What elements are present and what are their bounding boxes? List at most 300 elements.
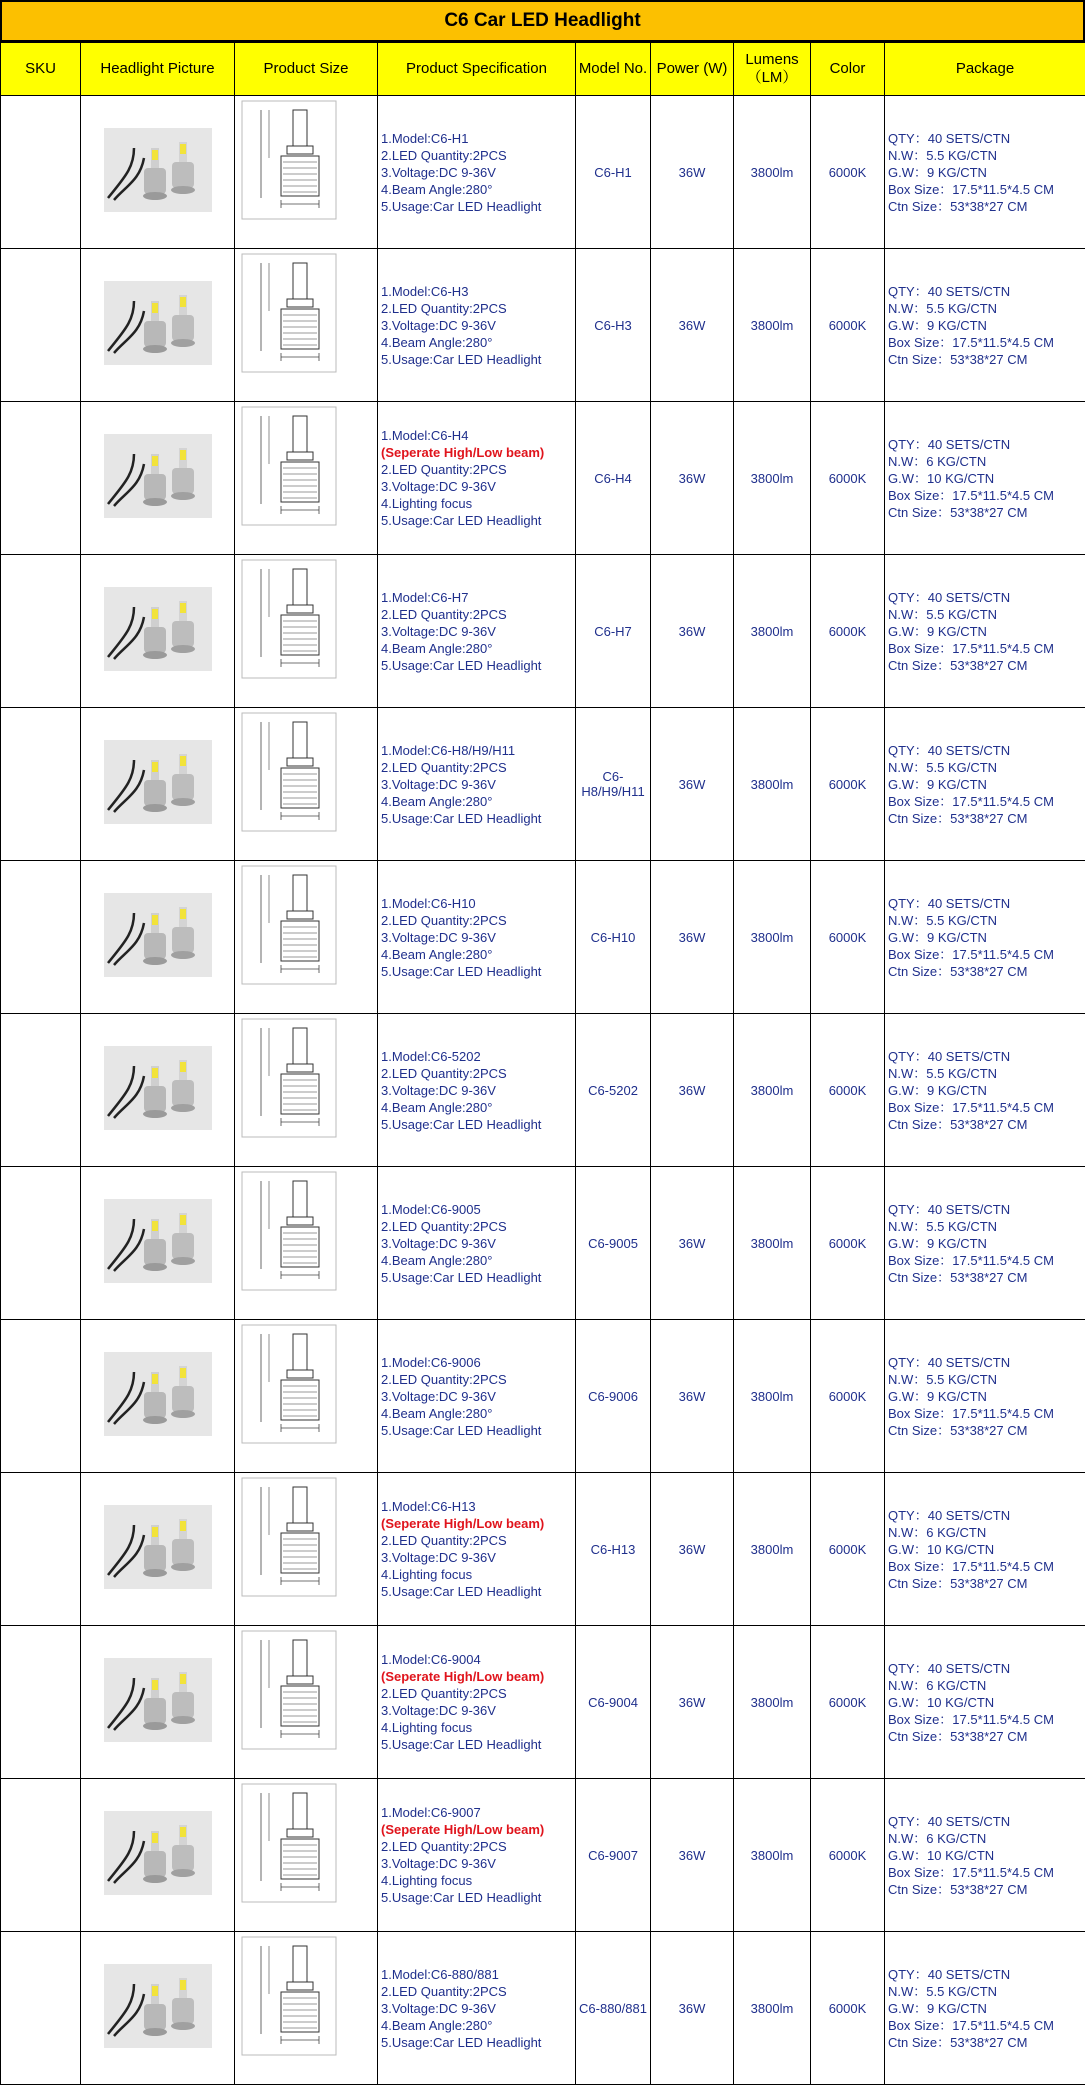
dimension-drawing-icon — [241, 406, 337, 526]
package-line: QTY：40 SETS/CTN — [888, 130, 1085, 147]
spec-line: 4.Beam Angle:280° — [381, 640, 575, 657]
sku-cell — [1, 1626, 81, 1779]
product-spec — [378, 708, 576, 861]
lumens: 3800lm — [734, 1932, 811, 2085]
spec-line: 3.Voltage:DC 9-36V — [381, 1702, 575, 1719]
package-line: Box Size：17.5*11.5*4.5 CM — [888, 1405, 1085, 1422]
package-line: Ctn Size：53*38*27 CM — [888, 1575, 1085, 1592]
power: 36W — [651, 861, 734, 1014]
package-info — [885, 1167, 1085, 1320]
package-line: QTY：40 SETS/CTN — [888, 436, 1085, 453]
headlight-photo-icon — [104, 740, 212, 824]
spec-line: 2.LED Quantity:2PCS — [381, 606, 575, 623]
package-line: Ctn Size：53*38*27 CM — [888, 963, 1085, 980]
package-line: G.W：9 KG/CTN — [888, 623, 1085, 640]
package-line: N.W：5.5 KG/CTN — [888, 759, 1085, 776]
headlight-photo-icon — [104, 1352, 212, 1436]
headlight-picture — [81, 96, 235, 249]
headlight-picture — [81, 402, 235, 555]
package-line: G.W：10 KG/CTN — [888, 470, 1085, 487]
headlight-photo-icon — [104, 1199, 212, 1283]
spec-line: 4.Beam Angle:280° — [381, 793, 575, 810]
spec-line: 2.LED Quantity:2PCS — [381, 461, 575, 478]
package-info — [885, 555, 1085, 708]
package-line: G.W：10 KG/CTN — [888, 1694, 1085, 1711]
spec-line: 3.Voltage:DC 9-36V — [381, 1235, 575, 1252]
product-spec — [378, 555, 576, 708]
color-temp: 6000K — [811, 1473, 885, 1626]
spec-line: 3.Voltage:DC 9-36V — [381, 478, 575, 495]
table-row — [1, 1932, 1085, 2085]
package-line: Ctn Size：53*38*27 CM — [888, 1881, 1085, 1898]
lumens: 3800lm — [734, 249, 811, 402]
lumens: 3800lm — [734, 96, 811, 249]
product-spec — [378, 1932, 576, 2085]
package-line: Box Size：17.5*11.5*4.5 CM — [888, 1252, 1085, 1269]
spec-line: 4.Beam Angle:280° — [381, 2017, 575, 2034]
package-line: N.W：6 KG/CTN — [888, 1677, 1085, 1694]
spec-line: 2.LED Quantity:2PCS — [381, 300, 575, 317]
spec-line: 1.Model:C6-880/881 — [381, 1966, 575, 1983]
spec-line: 5.Usage:Car LED Headlight — [381, 512, 575, 529]
spec-line: 3.Voltage:DC 9-36V — [381, 623, 575, 640]
product-size-drawing — [235, 861, 378, 1014]
spec-line: 1.Model:C6-H7 — [381, 589, 575, 606]
spec-line: 5.Usage:Car LED Headlight — [381, 198, 575, 215]
headlight-photo-icon — [104, 1811, 212, 1895]
headlight-picture — [81, 1626, 235, 1779]
package-line: Box Size：17.5*11.5*4.5 CM — [888, 487, 1085, 504]
package-line: Box Size：17.5*11.5*4.5 CM — [888, 793, 1085, 810]
lumens: 3800lm — [734, 1473, 811, 1626]
spec-line: 3.Voltage:DC 9-36V — [381, 1082, 575, 1099]
color-temp: 6000K — [811, 708, 885, 861]
spec-line: 4.Lighting focus — [381, 1872, 575, 1889]
spec-line: 4.Lighting focus — [381, 1719, 575, 1736]
headlight-photo-icon — [104, 1046, 212, 1130]
spec-line: 4.Beam Angle:280° — [381, 334, 575, 351]
package-line: Ctn Size：53*38*27 CM — [888, 1269, 1085, 1286]
table-row — [1, 1626, 1085, 1779]
package-line: Box Size：17.5*11.5*4.5 CM — [888, 1558, 1085, 1575]
color-temp: 6000K — [811, 555, 885, 708]
beam-warning: (Seperate High/Low beam) — [381, 444, 575, 461]
dimension-drawing-icon — [241, 1171, 337, 1291]
spec-line: 5.Usage:Car LED Headlight — [381, 1889, 575, 1906]
color-temp: 6000K — [811, 1014, 885, 1167]
model-no: C6-H1 — [576, 96, 651, 249]
package-line: Box Size：17.5*11.5*4.5 CM — [888, 334, 1085, 351]
dimension-drawing-icon — [241, 1324, 337, 1444]
package-line: G.W：10 KG/CTN — [888, 1541, 1085, 1558]
dimension-drawing-icon — [241, 1018, 337, 1138]
package-line: G.W：9 KG/CTN — [888, 1388, 1085, 1405]
spec-line: 5.Usage:Car LED Headlight — [381, 1116, 575, 1133]
spec-line: 5.Usage:Car LED Headlight — [381, 1422, 575, 1439]
spec-line: 4.Beam Angle:280° — [381, 1405, 575, 1422]
lumens: 3800lm — [734, 708, 811, 861]
sku-cell — [1, 555, 81, 708]
spec-line: 2.LED Quantity:2PCS — [381, 1838, 575, 1855]
package-line: G.W：9 KG/CTN — [888, 2000, 1085, 2017]
header-package: Package — [885, 43, 1085, 96]
sku-cell — [1, 402, 81, 555]
spec-line: 1.Model:C6-9007 — [381, 1804, 575, 1821]
lumens: 3800lm — [734, 555, 811, 708]
package-info — [885, 402, 1085, 555]
package-line: QTY：40 SETS/CTN — [888, 742, 1085, 759]
sku-cell — [1, 861, 81, 1014]
sheet-title: C6 Car LED Headlight — [0, 0, 1085, 42]
headlight-picture — [81, 708, 235, 861]
package-info — [885, 861, 1085, 1014]
package-line: Box Size：17.5*11.5*4.5 CM — [888, 640, 1085, 657]
product-size-drawing — [235, 555, 378, 708]
header-size: Product Size — [235, 43, 378, 96]
product-size-drawing — [235, 1473, 378, 1626]
package-line: G.W：9 KG/CTN — [888, 1235, 1085, 1252]
table-row — [1, 1014, 1085, 1167]
spec-line: 2.LED Quantity:2PCS — [381, 1065, 575, 1082]
package-line: N.W：5.5 KG/CTN — [888, 1983, 1085, 2000]
headlight-photo-icon — [104, 1964, 212, 2048]
product-size-drawing — [235, 1779, 378, 1932]
headlight-picture — [81, 1932, 235, 2085]
product-size-drawing — [235, 1932, 378, 2085]
color-temp: 6000K — [811, 1320, 885, 1473]
package-info — [885, 1014, 1085, 1167]
product-spec — [378, 249, 576, 402]
package-info — [885, 96, 1085, 249]
package-line: Box Size：17.5*11.5*4.5 CM — [888, 2017, 1085, 2034]
spec-line: 2.LED Quantity:2PCS — [381, 1685, 575, 1702]
model-no: C6-9005 — [576, 1167, 651, 1320]
power: 36W — [651, 1932, 734, 2085]
sku-cell — [1, 1932, 81, 2085]
power: 36W — [651, 1626, 734, 1779]
lumens: 3800lm — [734, 1014, 811, 1167]
spec-line: 2.LED Quantity:2PCS — [381, 1371, 575, 1388]
product-spec — [378, 1626, 576, 1779]
package-info — [885, 249, 1085, 402]
table-row — [1, 555, 1085, 708]
product-table — [0, 42, 1085, 2085]
package-line: QTY：40 SETS/CTN — [888, 1048, 1085, 1065]
headlight-picture — [81, 1779, 235, 1932]
package-line: Box Size：17.5*11.5*4.5 CM — [888, 1864, 1085, 1881]
package-line: N.W：6 KG/CTN — [888, 1524, 1085, 1541]
color-temp: 6000K — [811, 1167, 885, 1320]
model-no: C6-H3 — [576, 249, 651, 402]
package-line: Ctn Size：53*38*27 CM — [888, 810, 1085, 827]
product-spec — [378, 1320, 576, 1473]
headlight-picture — [81, 1320, 235, 1473]
product-size-drawing — [235, 1320, 378, 1473]
dimension-drawing-icon — [241, 100, 337, 220]
package-line: QTY：40 SETS/CTN — [888, 1813, 1085, 1830]
package-line: QTY：40 SETS/CTN — [888, 283, 1085, 300]
headlight-photo-icon — [104, 281, 212, 365]
spec-line: 3.Voltage:DC 9-36V — [381, 929, 575, 946]
package-line: Ctn Size：53*38*27 CM — [888, 198, 1085, 215]
headlight-photo-icon — [104, 1658, 212, 1742]
spec-line: 5.Usage:Car LED Headlight — [381, 963, 575, 980]
package-line: N.W：5.5 KG/CTN — [888, 1371, 1085, 1388]
spec-line: 5.Usage:Car LED Headlight — [381, 657, 575, 674]
lumens: 3800lm — [734, 861, 811, 1014]
package-line: N.W：5.5 KG/CTN — [888, 606, 1085, 623]
product-size-drawing — [235, 1014, 378, 1167]
package-line: N.W：6 KG/CTN — [888, 1830, 1085, 1847]
header-picture: Headlight Picture — [81, 43, 235, 96]
spec-line: 2.LED Quantity:2PCS — [381, 1983, 575, 2000]
package-line: G.W：9 KG/CTN — [888, 1082, 1085, 1099]
dimension-drawing-icon — [241, 1783, 337, 1903]
spec-line: 4.Lighting focus — [381, 1566, 575, 1583]
spec-line: 1.Model:C6-H8/H9/H11 — [381, 742, 575, 759]
table-row — [1, 861, 1085, 1014]
headlight-photo-icon — [104, 587, 212, 671]
beam-warning: (Seperate High/Low beam) — [381, 1821, 575, 1838]
package-line: QTY：40 SETS/CTN — [888, 1354, 1085, 1371]
headlight-picture — [81, 1167, 235, 1320]
package-line: Ctn Size：53*38*27 CM — [888, 1116, 1085, 1133]
package-line: N.W：5.5 KG/CTN — [888, 147, 1085, 164]
power: 36W — [651, 402, 734, 555]
spec-line: 5.Usage:Car LED Headlight — [381, 2034, 575, 2051]
table-row — [1, 1320, 1085, 1473]
headlight-picture — [81, 1473, 235, 1626]
package-line: G.W：9 KG/CTN — [888, 164, 1085, 181]
headlight-photo-icon — [104, 1505, 212, 1589]
sku-cell — [1, 1014, 81, 1167]
package-line: Box Size：17.5*11.5*4.5 CM — [888, 946, 1085, 963]
model-no: C6-H10 — [576, 861, 651, 1014]
model-no: C6-880/881 — [576, 1932, 651, 2085]
headlight-photo-icon — [104, 893, 212, 977]
table-row — [1, 96, 1085, 249]
package-line: N.W：5.5 KG/CTN — [888, 300, 1085, 317]
dimension-drawing-icon — [241, 1630, 337, 1750]
header-lumens: Lumens （LM） — [734, 43, 811, 96]
dimension-drawing-icon — [241, 253, 337, 373]
product-size-drawing — [235, 96, 378, 249]
beam-warning: (Seperate High/Low beam) — [381, 1515, 575, 1532]
table-row — [1, 1473, 1085, 1626]
model-no: C6-H13 — [576, 1473, 651, 1626]
spec-line: 3.Voltage:DC 9-36V — [381, 1388, 575, 1405]
product-size-drawing — [235, 1167, 378, 1320]
package-line: G.W：9 KG/CTN — [888, 929, 1085, 946]
table-row — [1, 249, 1085, 402]
sku-cell — [1, 1473, 81, 1626]
package-line: N.W：6 KG/CTN — [888, 453, 1085, 470]
headlight-picture — [81, 555, 235, 708]
spec-line: 2.LED Quantity:2PCS — [381, 147, 575, 164]
spec-line: 3.Voltage:DC 9-36V — [381, 776, 575, 793]
package-info — [885, 1473, 1085, 1626]
product-size-drawing — [235, 1626, 378, 1779]
power: 36W — [651, 708, 734, 861]
color-temp: 6000K — [811, 1779, 885, 1932]
product-spec — [378, 96, 576, 249]
package-line: Ctn Size：53*38*27 CM — [888, 657, 1085, 674]
package-line: G.W：10 KG/CTN — [888, 1847, 1085, 1864]
package-line: QTY：40 SETS/CTN — [888, 589, 1085, 606]
dimension-drawing-icon — [241, 559, 337, 679]
model-no: C6-9006 — [576, 1320, 651, 1473]
power: 36W — [651, 96, 734, 249]
headlight-picture — [81, 1014, 235, 1167]
header-power: Power (W) — [651, 43, 734, 96]
lumens: 3800lm — [734, 1626, 811, 1779]
model-no: C6-H4 — [576, 402, 651, 555]
spec-line: 5.Usage:Car LED Headlight — [381, 1269, 575, 1286]
product-size-drawing — [235, 402, 378, 555]
spec-line: 3.Voltage:DC 9-36V — [381, 1855, 575, 1872]
header-spec: Product Specification — [378, 43, 576, 96]
lumens: 3800lm — [734, 1779, 811, 1932]
package-line: N.W：5.5 KG/CTN — [888, 1218, 1085, 1235]
spec-line: 5.Usage:Car LED Headlight — [381, 1736, 575, 1753]
spec-line: 1.Model:C6-H4 — [381, 427, 575, 444]
table-body — [1, 96, 1085, 2085]
spec-line: 5.Usage:Car LED Headlight — [381, 351, 575, 368]
headlight-picture — [81, 249, 235, 402]
header-sku: SKU — [1, 43, 81, 96]
package-line: QTY：40 SETS/CTN — [888, 1507, 1085, 1524]
power: 36W — [651, 1779, 734, 1932]
package-info — [885, 708, 1085, 861]
package-line: N.W：5.5 KG/CTN — [888, 912, 1085, 929]
model-no: C6-9004 — [576, 1626, 651, 1779]
headlight-photo-icon — [104, 434, 212, 518]
headlight-picture — [81, 861, 235, 1014]
product-spec — [378, 402, 576, 555]
spec-line: 1.Model:C6-H3 — [381, 283, 575, 300]
package-info — [885, 1320, 1085, 1473]
package-info — [885, 1626, 1085, 1779]
spec-line: 5.Usage:Car LED Headlight — [381, 810, 575, 827]
headlight-photo-icon — [104, 128, 212, 212]
color-temp: 6000K — [811, 1626, 885, 1779]
product-size-drawing — [235, 708, 378, 861]
color-temp: 6000K — [811, 402, 885, 555]
model-no: C6-H7 — [576, 555, 651, 708]
package-line: Box Size：17.5*11.5*4.5 CM — [888, 181, 1085, 198]
color-temp: 6000K — [811, 96, 885, 249]
package-line: Ctn Size：53*38*27 CM — [888, 2034, 1085, 2051]
dimension-drawing-icon — [241, 712, 337, 832]
spec-line: 4.Lighting focus — [381, 495, 575, 512]
spec-line: 1.Model:C6-H1 — [381, 130, 575, 147]
spec-line: 2.LED Quantity:2PCS — [381, 1532, 575, 1549]
package-info — [885, 1779, 1085, 1932]
package-line: Ctn Size：53*38*27 CM — [888, 504, 1085, 521]
spec-line: 1.Model:C6-H13 — [381, 1498, 575, 1515]
table-row — [1, 402, 1085, 555]
dimension-drawing-icon — [241, 865, 337, 985]
package-line: QTY：40 SETS/CTN — [888, 895, 1085, 912]
lumens: 3800lm — [734, 402, 811, 555]
spec-line: 2.LED Quantity:2PCS — [381, 912, 575, 929]
model-no: C6-9007 — [576, 1779, 651, 1932]
package-line: Box Size：17.5*11.5*4.5 CM — [888, 1099, 1085, 1116]
spec-line: 1.Model:C6-H10 — [381, 895, 575, 912]
spec-line: 2.LED Quantity:2PCS — [381, 759, 575, 776]
spec-line: 5.Usage:Car LED Headlight — [381, 1583, 575, 1600]
spec-line: 4.Beam Angle:280° — [381, 1252, 575, 1269]
beam-warning: (Seperate High/Low beam) — [381, 1668, 575, 1685]
spec-line: 3.Voltage:DC 9-36V — [381, 317, 575, 334]
color-temp: 6000K — [811, 249, 885, 402]
header-row — [1, 43, 1085, 96]
package-line: QTY：40 SETS/CTN — [888, 1966, 1085, 1983]
package-line: G.W：9 KG/CTN — [888, 776, 1085, 793]
product-size-drawing — [235, 249, 378, 402]
spec-line: 2.LED Quantity:2PCS — [381, 1218, 575, 1235]
spec-line: 3.Voltage:DC 9-36V — [381, 2000, 575, 2017]
color-temp: 6000K — [811, 861, 885, 1014]
package-line: Ctn Size：53*38*27 CM — [888, 351, 1085, 368]
model-no: C6-H8/H9/H11 — [576, 708, 651, 861]
spec-line: 4.Beam Angle:280° — [381, 181, 575, 198]
product-spec — [378, 1014, 576, 1167]
package-line: Ctn Size：53*38*27 CM — [888, 1728, 1085, 1745]
power: 36W — [651, 1167, 734, 1320]
power: 36W — [651, 1320, 734, 1473]
lumens: 3800lm — [734, 1320, 811, 1473]
spec-line: 1.Model:C6-5202 — [381, 1048, 575, 1065]
product-spec — [378, 1779, 576, 1932]
spec-line: 3.Voltage:DC 9-36V — [381, 1549, 575, 1566]
power: 36W — [651, 1473, 734, 1626]
package-line: QTY：40 SETS/CTN — [888, 1201, 1085, 1218]
spec-line: 4.Beam Angle:280° — [381, 946, 575, 963]
header-color: Color — [811, 43, 885, 96]
table-row — [1, 708, 1085, 861]
product-spec — [378, 1167, 576, 1320]
spec-line: 1.Model:C6-9005 — [381, 1201, 575, 1218]
spec-line: 1.Model:C6-9004 — [381, 1651, 575, 1668]
sku-cell — [1, 249, 81, 402]
sku-cell — [1, 1779, 81, 1932]
lumens: 3800lm — [734, 1167, 811, 1320]
package-line: N.W：5.5 KG/CTN — [888, 1065, 1085, 1082]
color-temp: 6000K — [811, 1932, 885, 2085]
dimension-drawing-icon — [241, 1936, 337, 2056]
package-line: QTY：40 SETS/CTN — [888, 1660, 1085, 1677]
power: 36W — [651, 1014, 734, 1167]
package-info — [885, 1932, 1085, 2085]
dimension-drawing-icon — [241, 1477, 337, 1597]
table-row — [1, 1167, 1085, 1320]
power: 36W — [651, 555, 734, 708]
table-row — [1, 1779, 1085, 1932]
sku-cell — [1, 96, 81, 249]
product-spec — [378, 1473, 576, 1626]
spec-line: 1.Model:C6-9006 — [381, 1354, 575, 1371]
spec-line: 3.Voltage:DC 9-36V — [381, 164, 575, 181]
package-line: G.W：9 KG/CTN — [888, 317, 1085, 334]
sku-cell — [1, 1320, 81, 1473]
sku-cell — [1, 1167, 81, 1320]
product-spec — [378, 861, 576, 1014]
package-line: Ctn Size：53*38*27 CM — [888, 1422, 1085, 1439]
sku-cell — [1, 708, 81, 861]
power: 36W — [651, 249, 734, 402]
model-no: C6-5202 — [576, 1014, 651, 1167]
